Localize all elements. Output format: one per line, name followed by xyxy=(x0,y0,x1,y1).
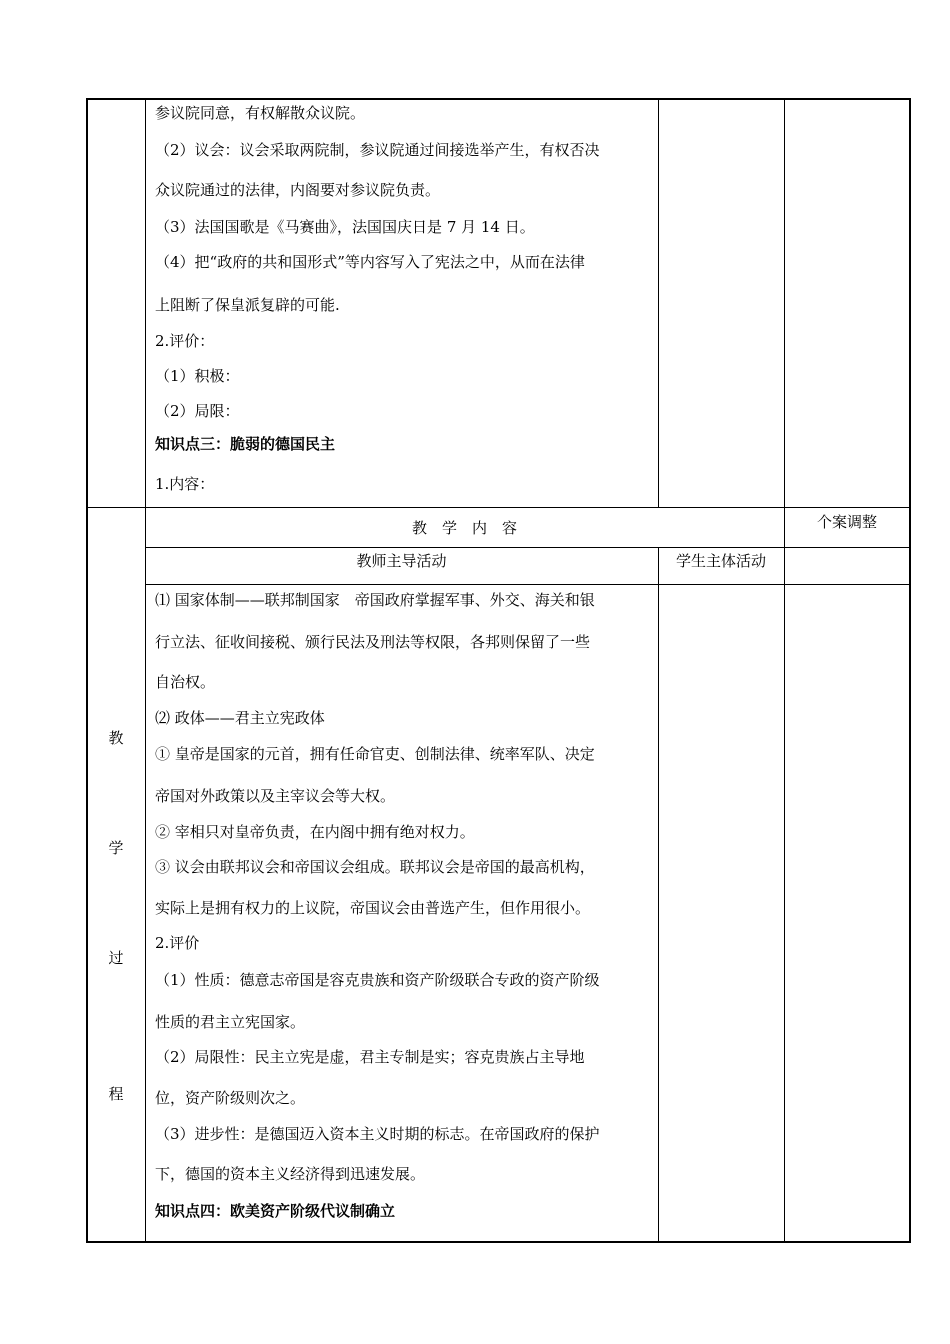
lower-line-16: 下，德国的资本主义经济得到迅速发展。 xyxy=(155,1165,426,1183)
lower-line-9: 实际上是拥有权力的上议院，帝国议会由普选产生，但作用很小。 xyxy=(155,899,591,917)
side-label-char-4: 程 xyxy=(108,1085,124,1103)
side-label-char-2: 学 xyxy=(108,839,124,857)
lower-line-13: （2）局限性：民主立宪是虚，君主专制是实；容克贵族占主导地 xyxy=(155,1048,585,1066)
table-border-bottom xyxy=(86,1241,911,1243)
table-border-left xyxy=(86,98,88,1243)
table-divider-row1 xyxy=(86,507,911,508)
upper-line-3: 众议院通过的法律，内阁要对参议院负责。 xyxy=(155,181,441,199)
lower-line-3: 自治权。 xyxy=(155,673,216,691)
lower-line-12: 性质的君主立宪国家。 xyxy=(155,1013,306,1031)
table-border-top xyxy=(86,98,911,100)
upper-line-5: （4）把“政府的共和国形式”等内容写入了宪法之中，从而在法律 xyxy=(155,253,585,271)
side-label-char-3: 过 xyxy=(108,949,124,967)
lower-line-4: ⑵ 政体——君主立宪政体 xyxy=(155,709,325,727)
lower-line-5: ① 皇帝是国家的元首，拥有任命官吏、创制法律、统率军队、决定 xyxy=(155,745,595,763)
student-activity-header: 学生主体活动 xyxy=(675,552,766,570)
lower-line-6: 帝国对外政策以及主宰议会等大权。 xyxy=(155,787,396,805)
upper-line-11: 1.内容： xyxy=(155,475,215,493)
teacher-activity-header: 教师主导活动 xyxy=(356,552,447,570)
lower-line-8: ③ 议会由联邦议会和帝国议会组成。联邦议会是帝国的最高机构， xyxy=(155,858,595,876)
lower-line-7: ② 宰相只对皇帝负责，在内阁中拥有绝对权力。 xyxy=(155,823,475,841)
lower-line-2: 行立法、征收间接税、颁行民法及刑法等权限，各邦则保留了一些 xyxy=(155,633,591,651)
teaching-content-header: 教 学 内 容 xyxy=(411,519,517,537)
table-border-right xyxy=(909,98,911,1243)
upper-line-9: （2）局限： xyxy=(155,402,240,420)
table-col-divider-3 xyxy=(784,98,785,1243)
lower-line-11: （1）性质：德意志帝国是容克贵族和资产阶级联合专政的资产阶级 xyxy=(155,971,600,989)
table-divider-row3 xyxy=(145,584,911,585)
lower-line-1: ⑴ 国家体制——联邦制国家 帝国政府掌握军事、外交、海关和银 xyxy=(155,591,595,609)
knowledge-point-4-heading: 知识点四：欧美资产阶级代议制确立 xyxy=(155,1202,396,1220)
lower-line-14: 位，资产阶级则次之。 xyxy=(155,1089,306,1107)
upper-line-6: 上阻断了保皇派复辟的可能. xyxy=(155,296,340,314)
table-col-divider-2b xyxy=(658,547,659,1243)
table-col-divider-1 xyxy=(145,98,146,1243)
table-col-divider-2a xyxy=(658,98,659,507)
upper-line-4: （3）法国国歌是《马赛曲》，法国国庆日是 7 月 14 日。 xyxy=(155,218,535,236)
upper-line-1: 参议院同意，有权解散众议院。 xyxy=(155,104,366,122)
lower-line-15: （3）进步性：是德国迈入资本主义时期的标志。在帝国政府的保护 xyxy=(155,1125,600,1143)
case-adjust-header: 个案调整 xyxy=(816,513,877,531)
knowledge-point-3-heading: 知识点三：脆弱的德国民主 xyxy=(155,435,336,453)
table-divider-row2 xyxy=(145,547,911,548)
lower-line-10: 2.评价 xyxy=(155,934,200,952)
side-label-char-1: 教 xyxy=(108,729,124,747)
upper-line-7: 2.评价： xyxy=(155,332,215,350)
upper-line-8: （1）积极： xyxy=(155,367,240,385)
upper-line-2: （2）议会：议会采取两院制，参议院通过间接选举产生，有权否决 xyxy=(155,141,600,159)
